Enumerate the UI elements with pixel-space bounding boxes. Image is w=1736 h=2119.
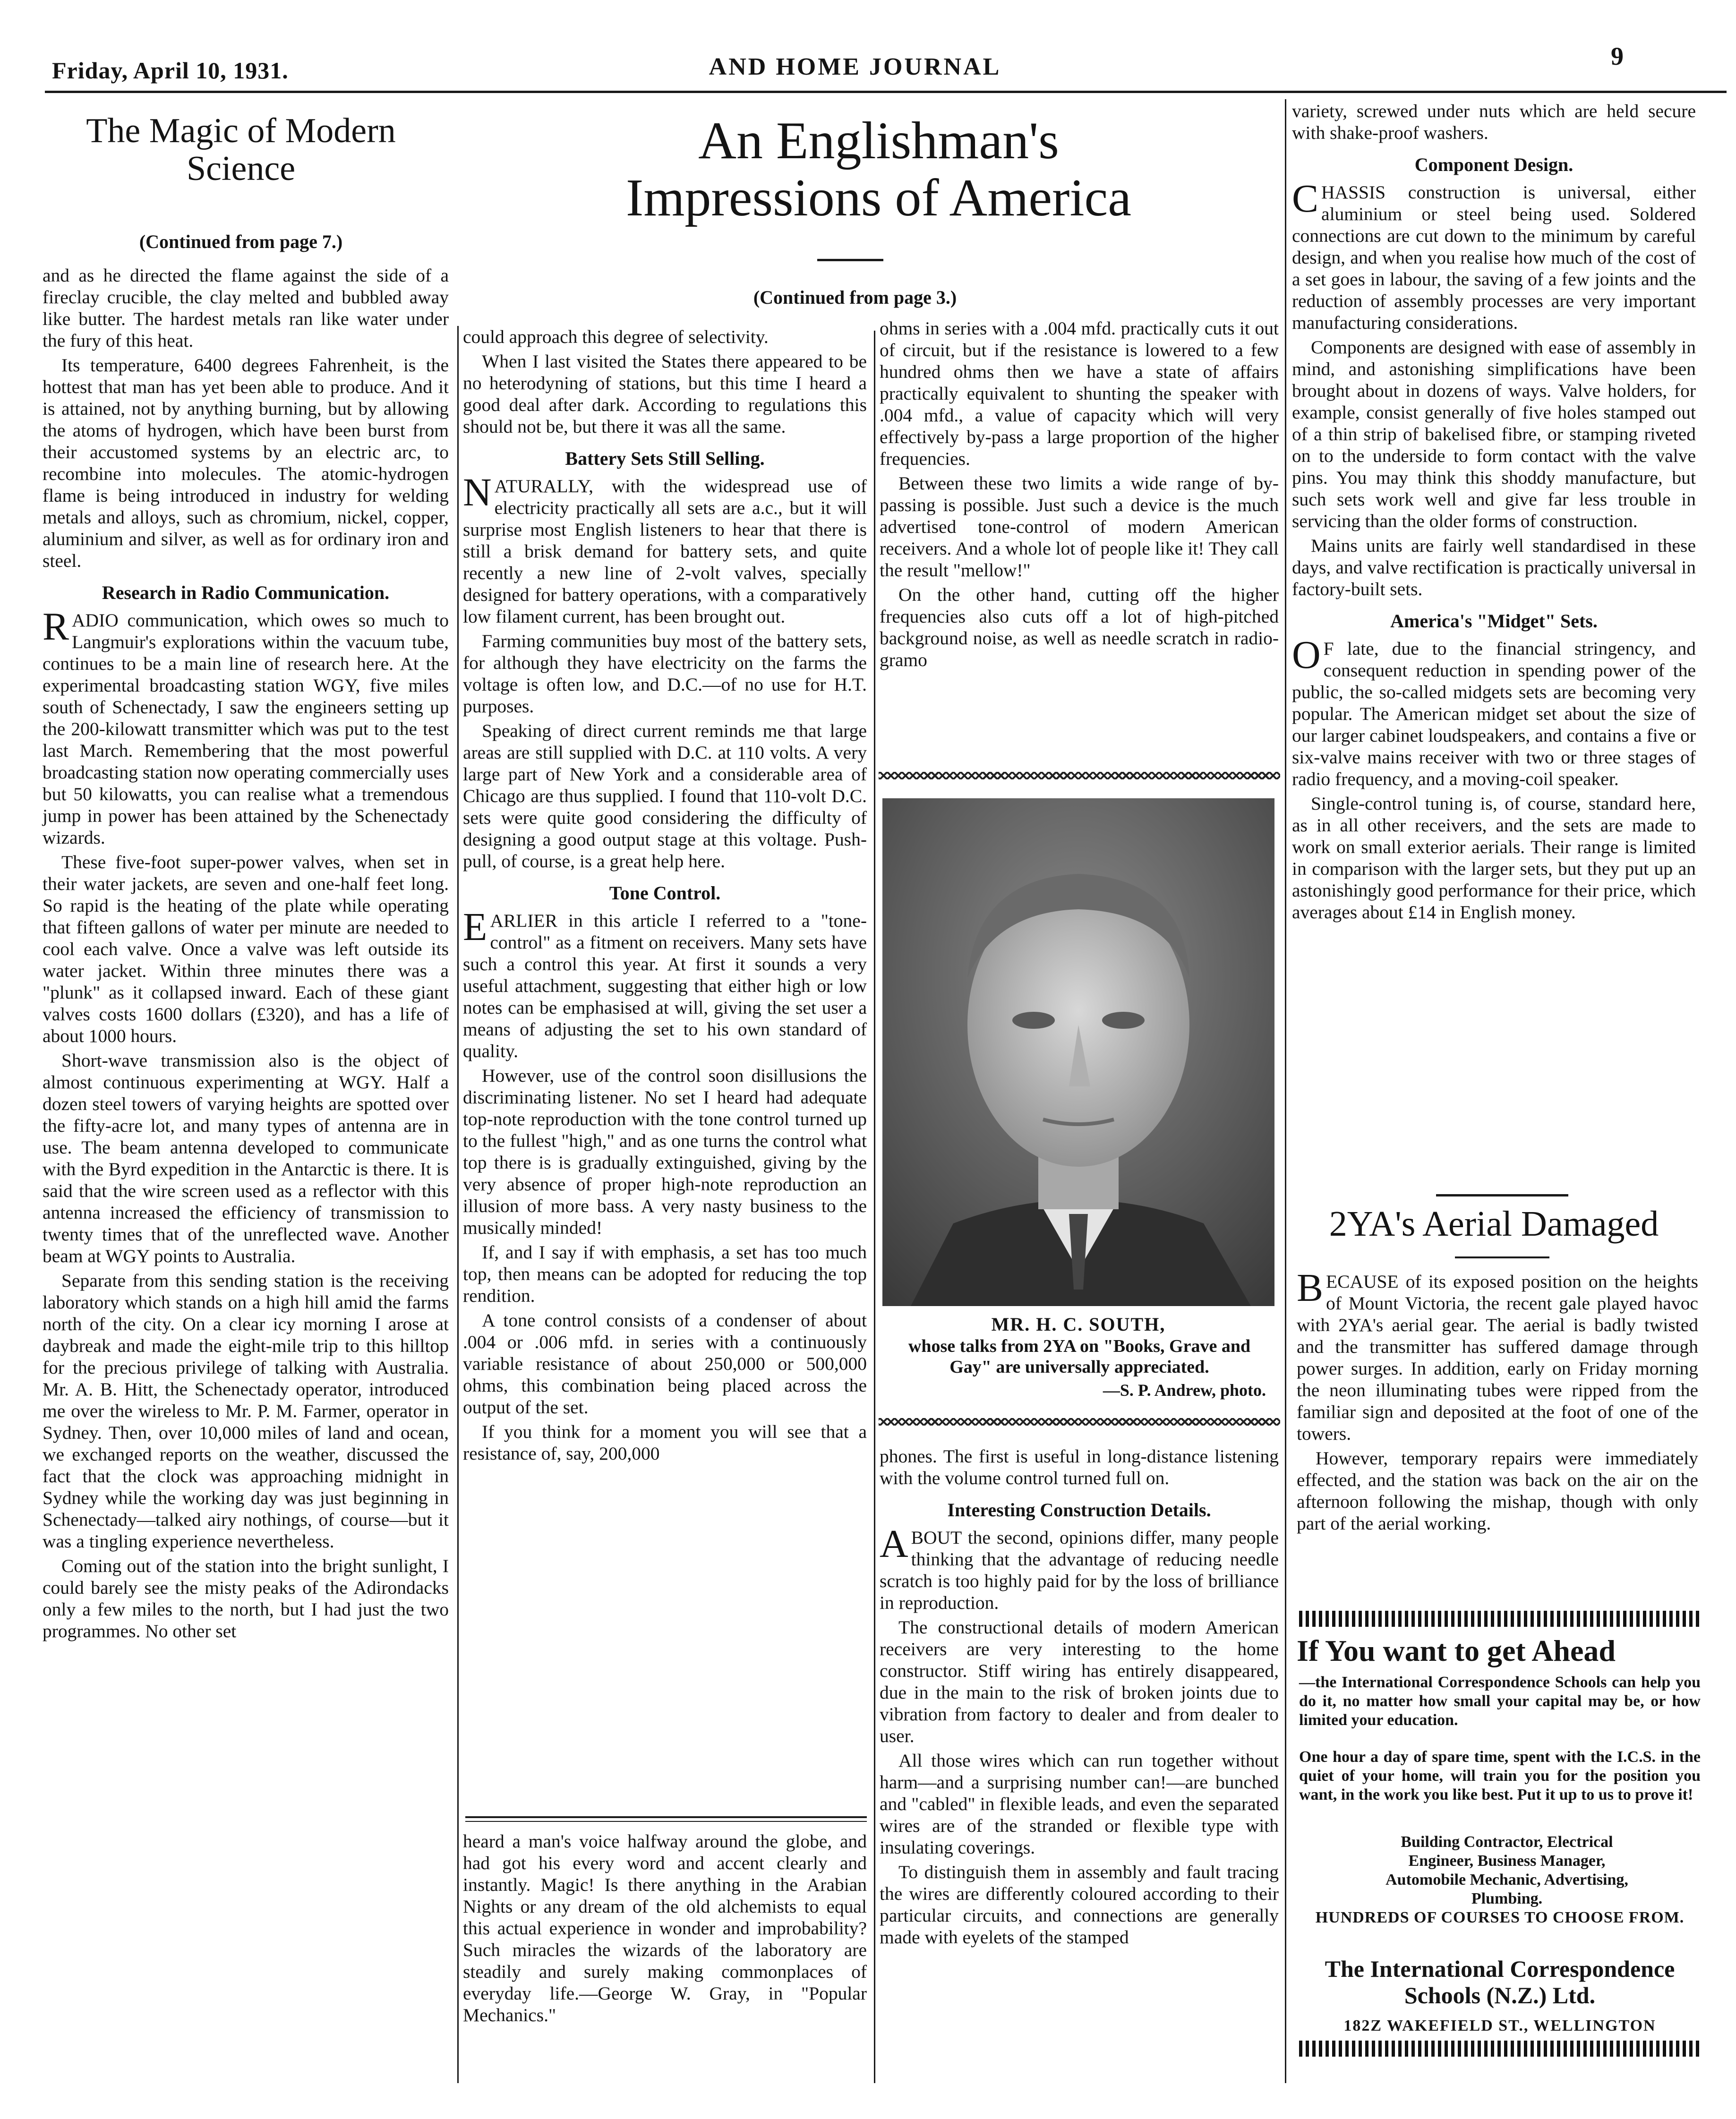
english-paragraph: A tone control consists of a condenser of about .004 or .006 mfd. in series with a continuously variable resistance of about 250,000 or 500,000 ohms, this combination being placed across the output of the set. [463, 1310, 867, 1418]
english-paragraph: All those wires which can run together without harm—and a surprising number can!—are bunched and "cabled" in flexible leads, and even the separated wires are of the stranded or flexible type with insulating coverings. [880, 1750, 1279, 1858]
ad-course-line: Plumbing. [1471, 1890, 1543, 1907]
subhead-tone: Tone Control. [609, 882, 721, 904]
magic-paragraph: Coming out of the station into the bright sunlight, I could barely see the misty peaks of the Adirondacks only a few miles to the north, but I had just the two programmes. No other set [43, 1555, 449, 1641]
english-paragraph: Between these two limits a wide range of by-passing is possible. Just such a device is the much advertised tone-control of modern American receivers. And a whole lot of people like it! They call the result "mellow!" [880, 473, 1279, 581]
english-paragraph: ohms in series with a .004 mfd. practically cuts it out of circuit, but if the resistance is lowered to a few hundred ohms then we have a state of affairs practically equivalent to shunting the speaker with .004 mfd., a value of capacity which will very effectively by-pass a large proportion of the higher frequencies. [880, 318, 1279, 469]
ad-address: 182Z WAKEFIELD ST., WELLINGTON [1343, 2017, 1656, 2034]
aerial-paragraph: However, temporary repairs were immediately effected, and the station was back on the air on the afternoon following the mishap, though with only part of the aerial working. [1297, 1448, 1698, 1534]
english-column-4 [1292, 100, 1696, 926]
ad-text: —the International Correspondence Schools can help you do it, no matter how small your capital may be, or how limited your education. [1299, 1674, 1701, 1729]
english-paragraph: The constructional details of modern American receivers are very interesting to the home constructor. Stiff wiring has entirely disappeared, due in the main to the risk of broken joints due to vibration from factory to dealer and from dealer to user. [880, 1617, 1279, 1746]
masthead-title: AND HOME JOURNAL [709, 53, 1001, 80]
english-paragraph: Single-control tuning is, of course, standard here, as in all other receivers, and the sets are made to work on small exterior aerials. Their range is limited in comparison with the larger sets, but they put up an astonishingly good performance for their price, which averages about £14 in English money. [1292, 793, 1696, 923]
magic-paragraph: RADIO communication, which owes so much to Langmuir's explorations within the vacuum tube, continues to be a main line of research here. At the experimental broadcasting station WGY, five miles south of Schenectady, I saw the engineers setting up the 200-kilowatt transmitter which was put to the test last March. Remembering that the most powerful broadcasting station now operating commercially uses but 50 kilowatts, you can realise what a tremendous jump in power has been attained by the Schenectady wizards. [43, 605, 449, 848]
dropcap: R [43, 605, 69, 649]
magic-paragraph: Separate from this sending station is the receiving laboratory which stands on a high hill amid the farms north of the city. On a clear icy morning I arose at daybreak and made the eight-mile trip to this hilltop for the precious privilege of talking with Australia. Mr. A. B. Hitt, the Schenectady operator, introduced me over the wireless to Mr. P. M. Farmer, operator in Sydney. Then, over 10,000 miles of land and ocean, we exchanged reports on the weather, discussed the fact that the clock was approaching midnight in Sydney while the working day was just beginning in Schenectady—talked airy nothings, of course—but it was a tingling experience nevertheless. [43, 1270, 449, 1552]
magic-paragraph: Its temperature, 6400 degrees Fahrenheit, is the hottest that man has yet been able to produce. And it is attained, not by anything burning, but by allowing the atoms of hydrogen, which have been burst from their accustomed systems by an electric arc, to recombine into molecules. The atomic-hydrogen flame is being introduced in industry for welding metals and alloys, such as chromium, nickel, copper, aluminium and silver, as well as for ordinary iron and steel. [43, 355, 449, 571]
english-continued: (Continued from page 3.) [753, 287, 957, 308]
magic-headline: The Magic of Modern Science [86, 111, 396, 188]
subhead-midget: America's "Midget" Sets. [1390, 610, 1598, 632]
ad-company: The International Correspondence Schools (N.Z.) Ltd. [1325, 1956, 1675, 2008]
dropcap: E [463, 905, 487, 949]
english-paragraph: NATURALLY, with the widespread use of electricity practically all sets are a.c., but it will surprise most English listeners to hear that there is still a brisk demand for battery sets, and quite recently a new line of 2-volt valves, specially designed for battery operations, with a comparatively low filament current, has been brought out. [463, 470, 867, 627]
english-paragraph: Mains units are fairly well standardised in these days, and valve rectification is practically universal in factory-built sets. [1292, 535, 1696, 599]
ad-bottom-border [1299, 2041, 1701, 2057]
ad-courses [1323, 1833, 1691, 1908]
continuation-rule-thin [465, 1821, 867, 1822]
english-paragraph: On the other hand, cutting off the higher frequencies also cuts off a lot of high-pitched background noise, as well as needle scratch in radio-gramo [880, 584, 1279, 670]
english-paragraph: Speaking of direct current reminds me that large areas are still supplied with D.C. at 110 volts. A very large part of New York and a considerable area of Chicago are thus supplied. I found that 110-volt D.C. sets were quite good considering the difficulty of designing a good output stage at this voltage. Push-pull, of course, is a great help here. [463, 720, 867, 872]
page-number: 9 [1611, 42, 1624, 70]
subhead-battery: Battery Sets Still Selling. [565, 448, 765, 469]
magic-paragraph: Short-wave transmission also is the object of almost continuous experimenting at WGY. Half a dozen steel towers of varying heights are spotted over the fifty-acre lot, and many types of antenna are in use. The beam antenna developed to communicate with the Byrd expedition in the Antarctic is there. It is said that the wire screen used as a reflector with this antenna increased the efficiency of transmission to twenty times that of the unreflected wave. Another beam at WGY points to Australia. [43, 1050, 449, 1266]
ad-course-line: Building Contractor, Electrical [1401, 1833, 1613, 1851]
ad-course-line: Engineer, Business Manager, [1408, 1852, 1606, 1870]
english-paragraph: Farming communities buy most of the battery sets, for although they have electricity on the farms the voltage is often low, and D.C.—of no use for H.T. purposes. [463, 631, 867, 717]
english-paragraph: If you think for a moment you will see that a resistance of, say, 200,000 [463, 1421, 867, 1464]
ad-top-border [1299, 1611, 1701, 1627]
magic-paragraph: These five-foot super-power valves, when set in their water jackets, are seven and one-half feet long. So rapid is the heating of the plate while operating that fifteen gallons of water per minute are needed to cool each valve. Once a valve was left outside its water jacket. Within three minutes there was a "plunk" as it collapsed inward. Each of these giant valves costs 1600 dollars (£320), and has a life of about 1000 hours. [43, 852, 449, 1046]
wavy-divider [879, 1418, 1280, 1426]
dropcap: B [1297, 1266, 1324, 1310]
subhead-component: Component Design. [1414, 154, 1574, 175]
subhead-construction: Interesting Construction Details. [947, 1499, 1211, 1521]
english-paragraph: If, and I say if with emphasis, a set has too much top, then means can be adopted for reducing the top rendition. [463, 1242, 867, 1306]
ad-course-line: Automobile Mechanic, Advertising, [1385, 1871, 1628, 1888]
photo-caption-name: MR. H. C. SOUTH, [991, 1314, 1166, 1335]
english-paragraph: CHASSIS construction is universal, either aluminium or steel being used. Soldered connections are cut down to the minimum by careful design, and when you realise how much of the cost of a set goes in labour, the saving of a few joints and the reduction of assembly processes are very important manufacturing considerations. [1292, 177, 1696, 333]
english-headline: An Englishman's Impressions of America [626, 111, 1131, 227]
wavy-divider [879, 772, 1280, 779]
english-paragraph: O F late, due to the financial stringency, and consequent reduction in spending power of the public, the so-called midgets sets are becoming very popular. The American midget set about the size of our larger cabinet loudspeakers, and contains a five or six-valve mains receiver with two or three stages of radio frequency, and a moving-coil speaker. [1292, 633, 1696, 789]
dropcap: N [463, 470, 492, 514]
portrait-photo [882, 798, 1274, 1306]
dropcap: A [880, 1522, 908, 1566]
column-rule-1 [457, 326, 459, 2083]
english-paragraph: When I last visited the States there appeared to be no heterodyning of stations, but this time I heard a good deal after dark. According to regulations this should not be, but there it was all the same. [463, 351, 867, 437]
english-paragraph: phones. The first is useful in long-distance listening with the volume control turned full on. [880, 1446, 1279, 1488]
dropcap: O [1292, 633, 1321, 677]
aerial-paragraph: BECAUSE of its exposed position on the heights of Mount Victoria, the recent gale played havoc with 2YA's aerial gear. The aerial is badly twisted and the transmitter has suffered damage through power surges. In addition, early on Friday morning the neon illuminating tubes were ripped from the familiar sign and deposited at the foot of one of the towers. [1297, 1266, 1698, 1444]
magic-continued: (Continued from page 7.) [139, 231, 343, 252]
ad-hundreds: HUNDREDS OF COURSES TO CHOOSE FROM. [1315, 1909, 1685, 1926]
english-column-3 [880, 317, 1279, 674]
ad-headline: If You want to get Ahead [1297, 1634, 1616, 1667]
column-rule-3 [1285, 99, 1286, 2083]
magic-column [43, 265, 449, 1645]
english-paragraph: To distinguish them in assembly and fault tracing the wires are differently coloured according to their particular circuits, and connections are generally made with eyelets of the stamped [880, 1862, 1279, 1948]
photo-caption: whose talks from 2YA on "Books, Grave and Gay" are universally appreciated. [908, 1336, 1251, 1377]
english-paragraph: However, use of the control soon disillusions the discriminating listener. No set I heard had adequate top-note reproduction with the tone control turned up to the fullest "high," and as one turns the control what top there is is gradually extinguished, giving by the very absence of proper high-note reproduction an illusion of more bass. A very nasty business to the musically minded! [463, 1065, 867, 1238]
english-column-3b [880, 1445, 1279, 1951]
photo-credit: —S. P. Andrew, photo. [1103, 1381, 1266, 1400]
aerial-top-rule [1436, 1194, 1568, 1196]
masthead-rule [45, 91, 1727, 93]
aerial-headline: 2YA's Aerial Damaged [1329, 1204, 1659, 1244]
continuation-rule [465, 1816, 867, 1818]
headline-rule [817, 259, 883, 261]
english-column-2 [463, 326, 867, 1467]
subhead-research: Research in Radio Communication. [102, 582, 390, 603]
aerial-bottom-rule [1455, 1256, 1549, 1258]
aerial-column [1297, 1266, 1698, 1537]
english-paragraph: ABOUT the second, opinions differ, many people thinking that the advantage of reducing needle scratch is too highly paid for by the loss of brilliance in reproduction. [880, 1522, 1279, 1613]
english-paragraph: Components are designed with ease of assembly in mind, and astonishing simplifications have been brought about in dozens of ways. Valve holders, for example, consist generally of five holes stamped out of a thin strip of bakelised fibre, or stamping riveted on to the underside to form contact with the valve pins. You may think this shoddy manufacture, but such sets work well and give far less trouble in servicing than the older forms of construction. [1292, 337, 1696, 531]
magic-paragraph: and as he directed the flame against the side of a fireclay crucible, the clay melted and bubbled away like butter. The hardest metals ran like water under the fury of this heat. [43, 265, 449, 351]
ad-text: One hour a day of spare time, spent with the I.C.S. in the quiet of your home, will train you for the position you want, in the work you like best. Put it up to us to prove it! [1299, 1748, 1701, 1803]
masthead-date: Friday, April 10, 1931. [52, 57, 289, 84]
magic-paragraph: heard a man's voice halfway around the globe, and had got his every word and accent clearly and instantly. Magic! Is there anything in the Arabian Nights or any dream of the old alchemists to equal this actual experience in wonder and improbability? Such miracles the wizards of the laboratory are steadily and surely making commonplaces of everyday life.—George W. Gray, in "Popular Mechanics." [463, 1831, 867, 2025]
column-rule-2 [874, 331, 875, 2083]
english-paragraph: variety, screwed under nuts which are held secure with shake-proof washers. [1292, 101, 1696, 143]
dropcap: C [1292, 177, 1319, 221]
english-paragraph: could approach this degree of selectivity. [463, 326, 769, 347]
portrait-icon [882, 798, 1274, 1306]
magic-continuation [463, 1830, 867, 2029]
english-paragraph: EARLIER in this article I referred to a "tone-control" as a fitment on receivers. Many sets have such a control this year. At first it sounds a very useful attachment, suggesting that either high or low notes can be emphasised at will, giving the set user a means of adjusting the set to his own standard of quality. [463, 905, 867, 1061]
